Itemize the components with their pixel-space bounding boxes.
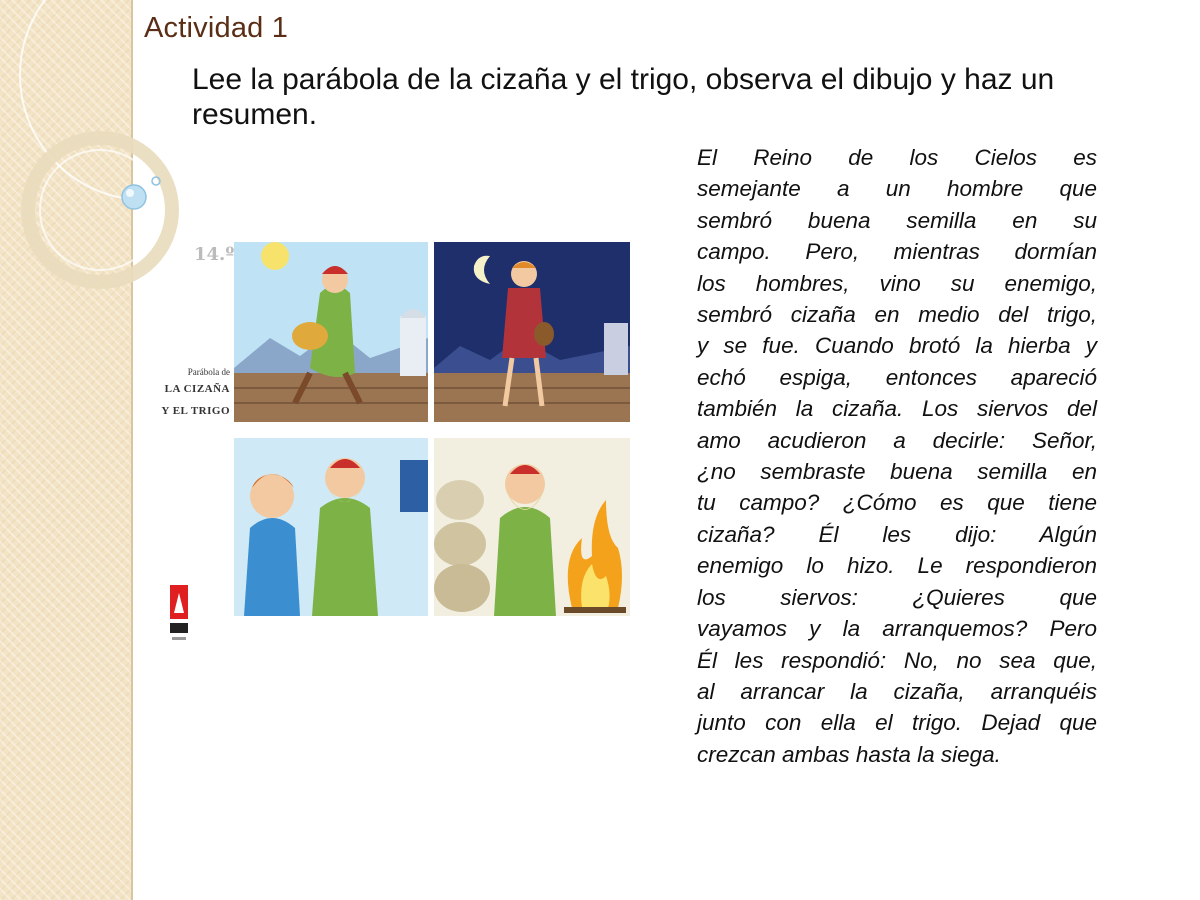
slide-title: Actividad 1 <box>144 12 289 44</box>
parable-line: cizaña? Él les dijo: Algún <box>697 521 1097 547</box>
comic-panel-harvest-fire <box>434 438 630 616</box>
parable-line: y se fue. Cuando brotó la hierba y <box>697 333 1097 359</box>
comic-panel-enemy <box>434 242 630 422</box>
comic-panel-servants <box>234 438 428 616</box>
parable-line: los siervos: ¿Quieres que <box>697 584 1097 610</box>
comic-number: 14.º <box>194 244 235 265</box>
parable-line: los hombres, vino su enemigo, <box>697 270 1097 296</box>
parable-text <box>697 142 1097 770</box>
parable-line: El Reino de los Cielos es <box>697 145 1097 170</box>
parable-comic-illustration <box>160 238 632 650</box>
comic-panel-sower <box>234 242 428 422</box>
comic-caption-line2: Y EL TRIGO <box>161 405 230 417</box>
parable-line: vayamos y la arranquemos? Pero <box>697 616 1097 642</box>
comic-caption-top: Parábola de <box>187 367 230 377</box>
parable-line: también la cizaña. Los siervos del <box>697 396 1097 422</box>
parable-line: sembró cizaña en medio del trigo, <box>697 302 1097 328</box>
parable-line: sembró buena semilla en su <box>697 207 1097 233</box>
parable-line: echó espiga, entonces apareció <box>697 364 1097 390</box>
parable-line: ¿no sembraste buena semilla en <box>697 459 1097 485</box>
activity-instruction: Lee la parábola de la cizaña y el trigo, observa el dibujo y haz un resumen. <box>192 63 1055 131</box>
decorative-sidebar <box>0 0 133 900</box>
parable-line: al arrancar la cizaña, arranquéis <box>697 678 1097 704</box>
parable-line: enemigo lo hizo. Le respondieron <box>697 553 1097 579</box>
parable-line: tu campo? ¿Cómo es que tiene <box>697 490 1097 516</box>
comic-caption-line1: LA CIZAÑA <box>164 383 230 395</box>
parable-line: crezcan ambas hasta la siega. <box>697 741 1001 767</box>
parable-line: junto con ella el trigo. Dejad que <box>697 710 1097 736</box>
parable-line: semejante a un hombre que <box>697 176 1097 202</box>
parable-line: campo. Pero, mientras dormían <box>697 239 1097 265</box>
comic-caption <box>160 366 230 422</box>
publisher-logo <box>168 585 190 645</box>
parable-line: amo acudieron a decirle: Señor, <box>697 427 1097 453</box>
parable-line: Él les respondió: No, no sea que, <box>697 647 1097 673</box>
